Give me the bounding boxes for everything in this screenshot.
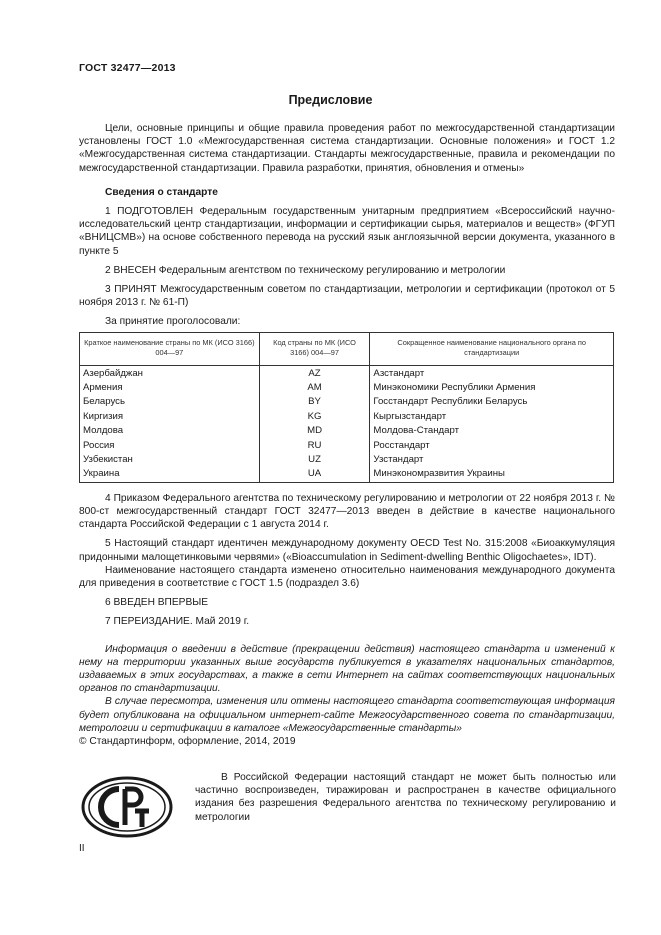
table-row <box>80 439 614 453</box>
body-cell: Узстандарт <box>370 453 614 467</box>
country-cell: Армения <box>80 381 260 395</box>
code-cell: UZ <box>259 453 370 467</box>
table-row <box>80 381 614 395</box>
item-3-paragraph: 3 ПРИНЯТ Межгосударственным советом по стандартизации, метрологии и сертификации (протокол от 5 ноября 2013 г. № 61-П) <box>79 284 615 309</box>
table-row <box>80 410 614 424</box>
header-standards-body: Сокращенное наименование национального органа по стандартизации <box>370 332 614 365</box>
code-cell: MD <box>259 424 370 438</box>
table-row <box>80 424 614 438</box>
foreword-content <box>79 122 615 748</box>
page-title: Предисловие <box>288 93 373 107</box>
document-id-header: ГОСТ 32477—2013 <box>79 62 176 74</box>
item-7-paragraph: 7 ПЕРЕИЗДАНИЕ. Май 2019 г. <box>105 616 250 628</box>
item-5-note: Наименование настоящего стандарта изменено относительно наименования международного документа для приведения в соответствие с ГОСТ 1.5 (подраздел 3.6) <box>79 564 615 589</box>
table-row <box>80 395 614 409</box>
code-cell: UA <box>259 467 370 482</box>
table-header-row <box>80 332 614 365</box>
item-5-paragraph: 5 Настоящий стандарт идентичен международному документу OECD Test No. 315:2008 «Биоаккумуляция придонными малощетинковыми червями» («Bioaccumulation in Sediment-dwelling Benthic Oligochaetes», IDT). <box>79 538 615 563</box>
info-paragraph-2: В случае пересмотра, изменения или отмены настоящего стандарта соответствующая информация будет опубликована на официальном интернет-сайте Межгосударственного совета по стандартизации, метрологии и сертификации в каталоге «Межгосударственные стандарты» <box>79 696 615 734</box>
info-paragraph-1: Информация о введении в действие (прекращении действия) настоящего стандарта и изменений к нему на территории указанных выше государств публикуется в указателях национальных стандартов, издаваемых в этих государствах, а также в сети Интернет на сайтах соответствующих национальных органов по стандартизации. <box>79 643 615 695</box>
country-cell: Молдова <box>80 424 260 438</box>
table-row <box>80 453 614 467</box>
rst-certification-mark-icon <box>79 775 175 839</box>
header-country-code: Код страны по МК (ИСО 3166) 004—97 <box>259 332 370 365</box>
country-cell: Узбекистан <box>80 453 260 467</box>
voting-table <box>79 332 614 483</box>
voted-label: За принятие проголосовали: <box>105 316 241 328</box>
item-4-paragraph: 4 Приказом Федерального агентства по техническому регулированию и метрологии от 22 ноября 2013 г. № 800-ст межгосударственный стандарт ГОСТ 32477—2013 введен в действие в качестве национального стандарта Российской Федерации с 1 августа 2014 г. <box>79 492 615 531</box>
table-row <box>80 467 614 482</box>
code-cell: BY <box>259 395 370 409</box>
body-cell: Росстандарт <box>370 439 614 453</box>
body-cell: Кыргызстандарт <box>370 410 614 424</box>
body-cell: Азстандарт <box>370 365 614 381</box>
code-cell: RU <box>259 439 370 453</box>
code-cell: KG <box>259 410 370 424</box>
page-number: II <box>79 843 85 854</box>
copyright-line: © Стандартинформ, оформление, 2014, 2019 <box>79 736 296 748</box>
intro-paragraph: Цели, основные принципы и общие правила проведения работ по межгосударственной стандартизации установлены ГОСТ 1.0 «Межгосударственная система стандартизации. Основные положения» и ГОСТ 1.2 «Межгосударственная система стандартизации. Стандарты межгосударственные, правила и рекомендации по межгосударственной стандартизации. Правила разработки, принятия, обновления и отмены» <box>79 123 615 174</box>
reproduction-notice: В Российской Федерации настоящий стандарт не может быть полностью или частично воспроизведен, тиражирован и распространен в качестве официального издания без разрешения Федерального агентства по техническому регулированию и метрологии <box>195 772 616 823</box>
country-cell: Россия <box>80 439 260 453</box>
header-country-name: Краткое наименование страны по МК (ИСО 3166) 004—97 <box>80 332 260 365</box>
code-cell: AM <box>259 381 370 395</box>
body-cell: Госстандарт Республики Беларусь <box>370 395 614 409</box>
code-cell: AZ <box>259 365 370 381</box>
item-2-paragraph: 2 ВНЕСЕН Федеральным агентством по техническому регулированию и метрологии <box>105 264 506 276</box>
country-cell: Азербайджан <box>80 365 260 381</box>
body-cell: Молдова-Стандарт <box>370 424 614 438</box>
body-cell: Минэкономразвития Украины <box>370 467 614 482</box>
country-cell: Украина <box>80 467 260 482</box>
body-cell: Минэкономики Республики Армения <box>370 381 614 395</box>
country-cell: Беларусь <box>80 395 260 409</box>
publication-info <box>79 643 615 735</box>
section-title: Сведения о стандарте <box>105 186 218 198</box>
item-6-paragraph: 6 ВВЕДЕН ВПЕРВЫЕ <box>105 597 209 609</box>
item-1-paragraph: 1 ПОДГОТОВЛЕН Федеральным государственным унитарным предприятием «Всероссийский научно-исследовательский центр стандартизации, информации и сертификации сырья, материалов и веществ» (ФГУП «ВНИЦСМВ») на основе собственного перевода на русский язык англоязычной версии документа, указанного в пункте 5 <box>79 206 615 257</box>
table-row <box>80 365 614 381</box>
country-cell: Киргизия <box>80 410 260 424</box>
